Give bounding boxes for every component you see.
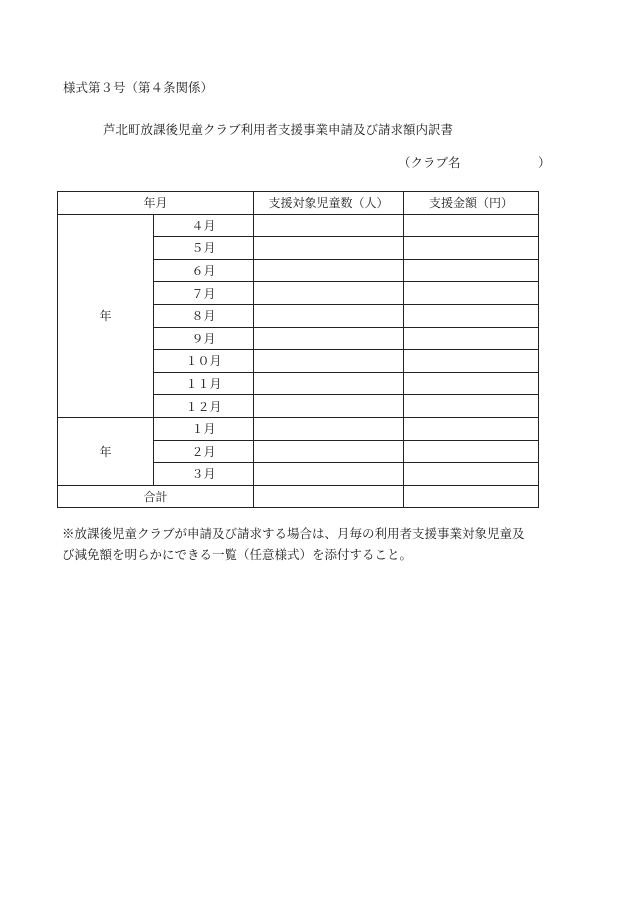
month-cell: ４月 — [154, 214, 254, 237]
total-label: 合計 — [58, 485, 254, 508]
month-cell: １月 — [154, 417, 254, 440]
support-amount-cell[interactable] — [404, 282, 539, 305]
total-row — [58, 485, 539, 508]
footnote-line: ※放課後児童クラブが申請及び請求する場合は、月毎の利用者支援事業対象児童及 — [62, 526, 525, 541]
total-children-count-cell[interactable] — [254, 485, 404, 508]
children-count-cell[interactable] — [254, 214, 404, 237]
month-cell: ３月 — [154, 463, 254, 486]
support-amount-cell[interactable] — [404, 395, 539, 418]
month-cell: １２月 — [154, 395, 254, 418]
children-count-cell[interactable] — [254, 372, 404, 395]
support-amount-cell[interactable] — [404, 350, 539, 373]
table-row — [58, 214, 539, 237]
children-count-cell[interactable] — [254, 463, 404, 486]
support-amount-cell[interactable] — [404, 237, 539, 260]
month-cell: ６月 — [154, 259, 254, 282]
support-amount-cell[interactable] — [404, 304, 539, 327]
month-cell: ５月 — [154, 237, 254, 260]
document-title: 芦北町放課後児童クラブ利用者支援事業申請及び請求額内訳書 — [103, 122, 454, 137]
support-amount-cell[interactable] — [404, 417, 539, 440]
children-count-cell[interactable] — [254, 440, 404, 463]
breakdown-table — [57, 191, 539, 508]
support-amount-cell[interactable] — [404, 463, 539, 486]
month-cell: ９月 — [154, 327, 254, 350]
club-name-line — [398, 153, 551, 171]
children-count-cell[interactable] — [254, 259, 404, 282]
table-header-row — [58, 192, 539, 215]
header-year-month: 年月 — [58, 192, 254, 215]
month-cell: １０月 — [154, 350, 254, 373]
month-cell: ２月 — [154, 440, 254, 463]
total-support-amount-cell[interactable] — [404, 485, 539, 508]
children-count-cell[interactable] — [254, 304, 404, 327]
children-count-cell[interactable] — [254, 417, 404, 440]
footnote — [62, 523, 572, 565]
support-amount-cell[interactable] — [404, 327, 539, 350]
table-row — [58, 417, 539, 440]
month-cell: ７月 — [154, 282, 254, 305]
header-support-amount: 支援金額（円） — [404, 192, 539, 215]
children-count-cell[interactable] — [254, 237, 404, 260]
support-amount-cell[interactable] — [404, 440, 539, 463]
children-count-cell[interactable] — [254, 350, 404, 373]
children-count-cell[interactable] — [254, 282, 404, 305]
children-count-cell[interactable] — [254, 327, 404, 350]
support-amount-cell[interactable] — [404, 259, 539, 282]
support-amount-cell[interactable] — [404, 372, 539, 395]
club-name-close: ） — [538, 155, 551, 170]
year-cell-1: 年 — [58, 214, 154, 417]
month-cell: ８月 — [154, 304, 254, 327]
support-amount-cell[interactable] — [404, 214, 539, 237]
club-name-label: （クラブ名 — [398, 155, 461, 170]
header-children-count: 支援対象児童数（人） — [254, 192, 404, 215]
year-cell-2: 年 — [58, 417, 154, 485]
footnote-line: び減免額を明らかにできる一覧（任意様式）を添付すること。 — [62, 547, 413, 562]
children-count-cell[interactable] — [254, 395, 404, 418]
form-number: 様式第３号（第４条関係） — [63, 80, 214, 95]
month-cell: １１月 — [154, 372, 254, 395]
